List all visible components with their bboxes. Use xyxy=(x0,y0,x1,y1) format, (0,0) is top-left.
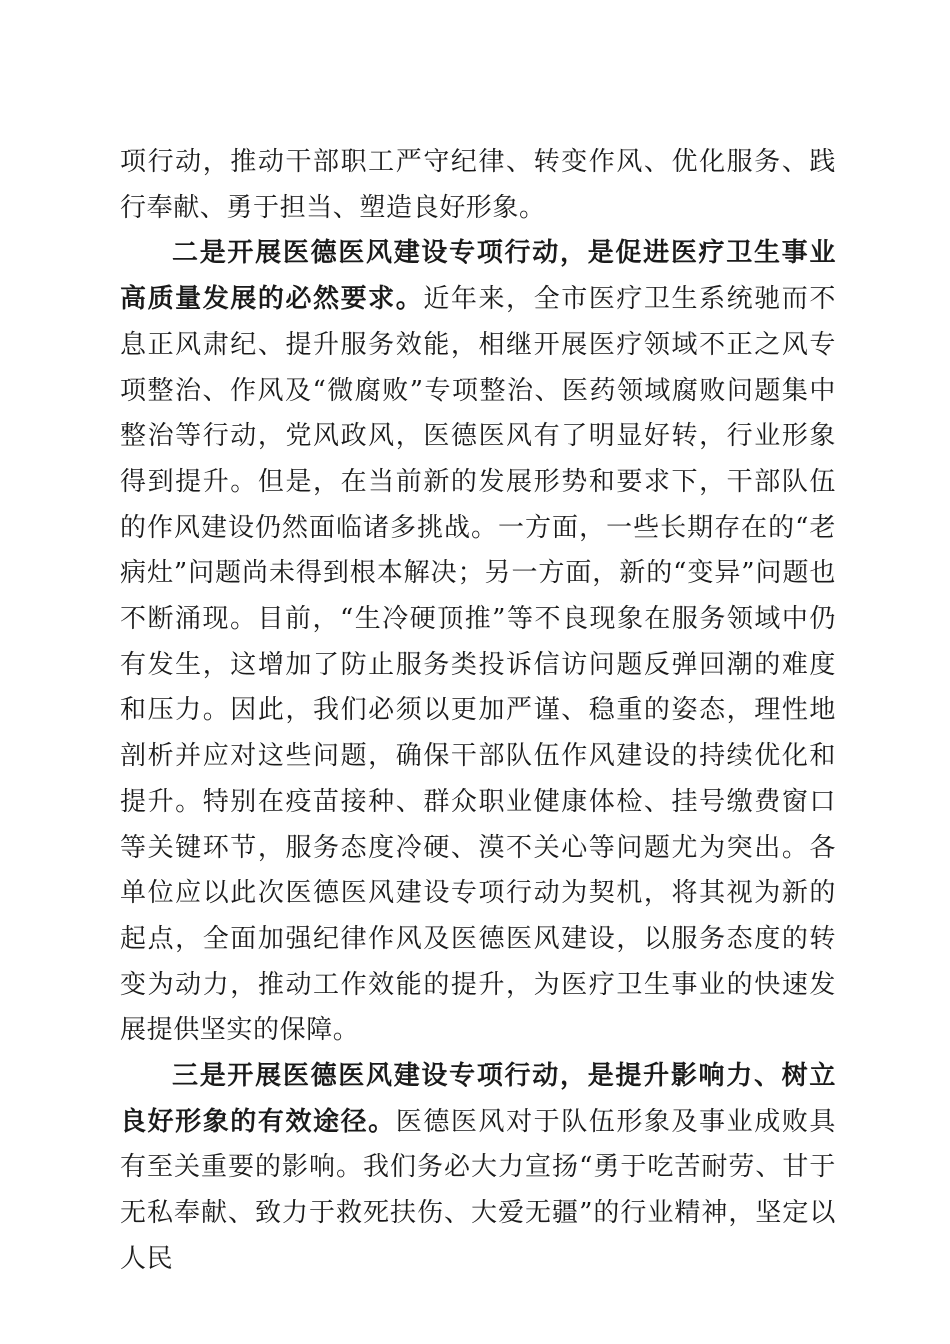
paragraph-lead-sentence: 三是开展医德医风建设专项行动，是提升影响力、树立良好形象的有效途径。 xyxy=(120,1061,836,1137)
paragraph-continuation xyxy=(120,140,836,231)
document-body xyxy=(120,140,836,1283)
paragraph-text: 项行动，推动干部职工严守纪律、转变作风、优化服务、践行奉献、勇于担当、塑造良好形象。 xyxy=(120,147,836,223)
paragraph-point-two xyxy=(120,231,836,1054)
paragraph-text: 医德医风对于队伍形象及事业成败具有至关重要的影响。我们务必大力宣扬“勇于吃苦耐劳、甘于无私奉献、致力于救死扶伤、大爱无疆”的行业精神，坚定以人民 xyxy=(120,1106,836,1274)
paragraph-lead-sentence: 二是开展医德医风建设专项行动，是促进医疗卫生事业高质量发展的必然要求。 xyxy=(120,238,836,315)
paragraph-text: 近年来，全市医疗卫生系统驰而不息正风肃纪、提升服务效能，相继开展医疗领域不正之风专项整治、作风及“微腐败”专项整治、医药领域腐败问题集中整治等行动，党风政风，医德医风有了明显好转，行业形象得到提升。但是，在当前新的发展形势和要求下，干部队伍的作风建设仍然面临诸多挑战。一方面，一些长期存在的“老病灶”问题尚未得到根本解决；另一方面，新的“变异”问题也不断涌现。目前，“生冷硬顶推”等不良现象在服务领域中仍有发生，这增加了防止服务类投诉信访问题反弹回潮的难度和压力。因此，我们必须以更加严谨、稳重的姿态，理性地剖析并应对这些问题，确保干部队伍作风建设的持续优化和提升。特别在疫苗接种、群众职业健康体检、挂号缴费窗口等关键环节，服务态度冷硬、漠不关心等问题尤为突出。各单位应以此次医德医风建设专项行动为契机，将其视为新的起点，全面加强纪律作风及医德医风建设，以服务态度的转变为动力，推动工作效能的提升，为医疗卫生事业的快速发展提供坚实的保障。 xyxy=(120,284,836,1046)
paragraph-point-three xyxy=(120,1054,836,1283)
